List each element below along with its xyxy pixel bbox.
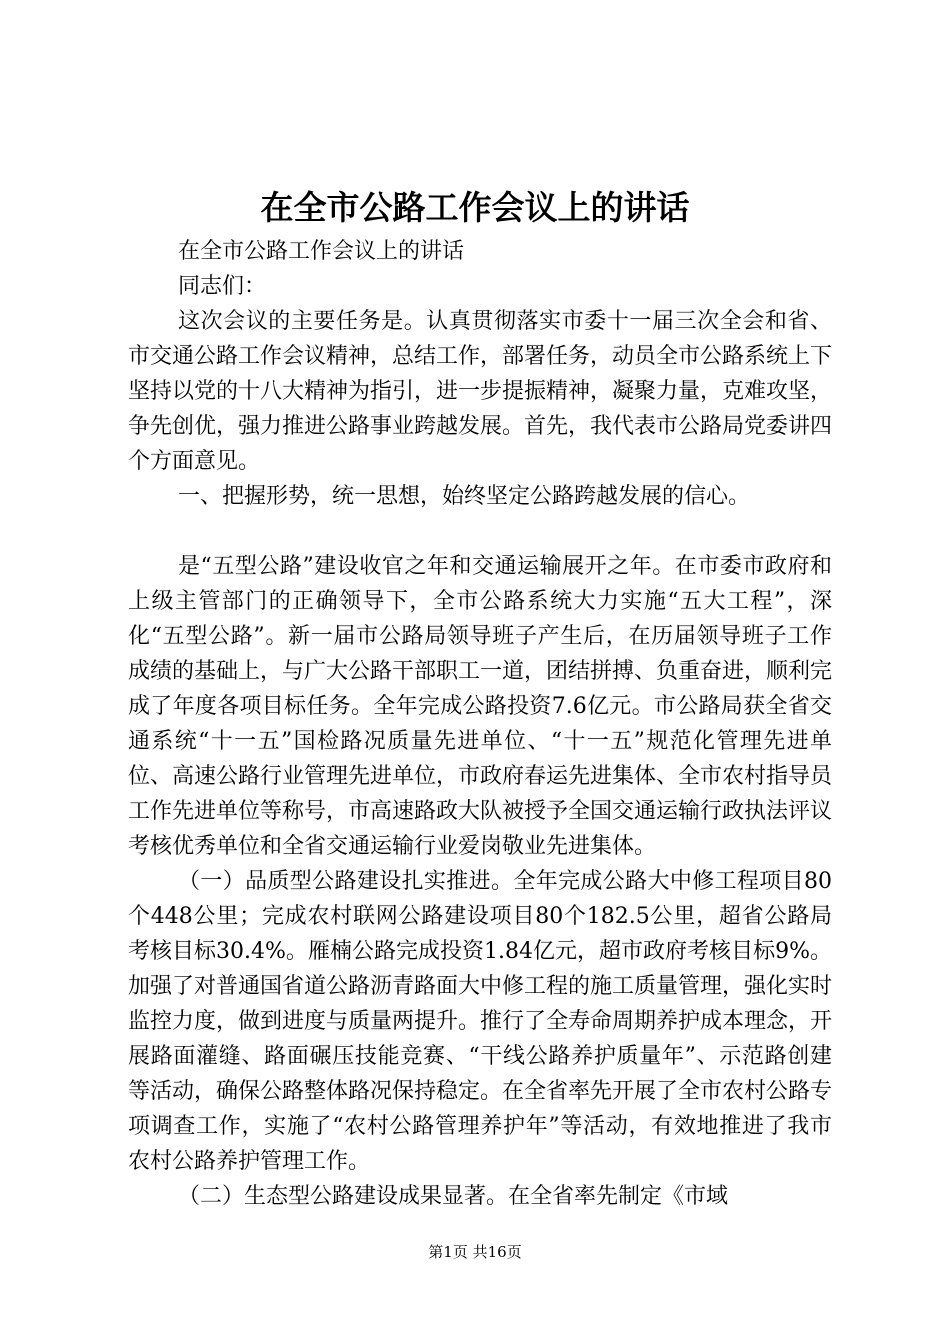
review-paragraph: 是“五型公路”建设收官之年和交通运输展开之年。在市委市政府和上级主管部门的正确领导下，全市公路系统大力实施“五大工程”，深化“五型公路”。新一届市公路局领导班子产生后，在历届领导班子工作成绩的基础上，与广大公路干部职工一道，团结拼搏、负重奋进，顺利完成了年度各项目标任务。全年完成公路投资7.6亿元。市公路局获全省交通系统“十一五”国检路况质量先进单位、“十一五”规范化管理先进单位、高速公路行业管理先进单位，市政府春运先进集体、全市农村指导员工作先进单位等称号，市高速路政大队被授予全国交通运输行政执法评议考核优秀单位和全省交通运输行业爱岗敬业先进集体。 — [128, 554, 833, 859]
salutation-paragraph: 同志们： — [178, 274, 267, 299]
section-heading-1: 一、把握形势，统一思想，始终坚定公路跨越发展的信心。 — [178, 484, 751, 509]
document-title: 在全市公路工作会议上的讲话 — [260, 188, 690, 227]
quality-road-paragraph: （一）品质型公路建设扎实推进。全年完成公路大中修工程项目80个448公里；完成农村联网公路建设项目80个182.5公里，超省公路局考核目标30.4%。雁楠公路完成投资1.84亿元，超市政府考核目标9%。加强了对普通国省道公路沥青路面大中修工程的施工质量管理，强化实时监控力度，做到进度与质量两提升。推行了全寿命周期养护成本理念，开展路面灌缝、路面碾压技能竞赛、“干线公路养护质量年”、示范路创建等活动，确保公路整体路况保持稳定。在全省率先开展了全市农村公路专项调查工作，实施了“农村公路管理养护年”等活动，有效地推进了我市农村公路养护管理工作。 — [128, 869, 833, 1174]
ecology-road-paragraph: （二）生态型公路建设成果显著。在全省率先制定《市域 — [178, 1184, 729, 1209]
document-body — [128, 234, 832, 1214]
page-number: 第1页 共16页 — [428, 1243, 522, 1261]
intro-paragraph: 这次会议的主要任务是。认真贯彻落实市委十一届三次全会和省、市交通公路工作会议精神，总结工作，部署任务，动员全市公路系统上下坚持以党的十八大精神为指引，进一步提振精神，凝聚力量，克难攻坚，争先创优，强力推进公路事业跨越发展。首先，我代表市公路局党委讲四个方面意见。 — [128, 309, 833, 474]
subtitle-paragraph: 在全市公路工作会议上的讲话 — [178, 239, 465, 264]
